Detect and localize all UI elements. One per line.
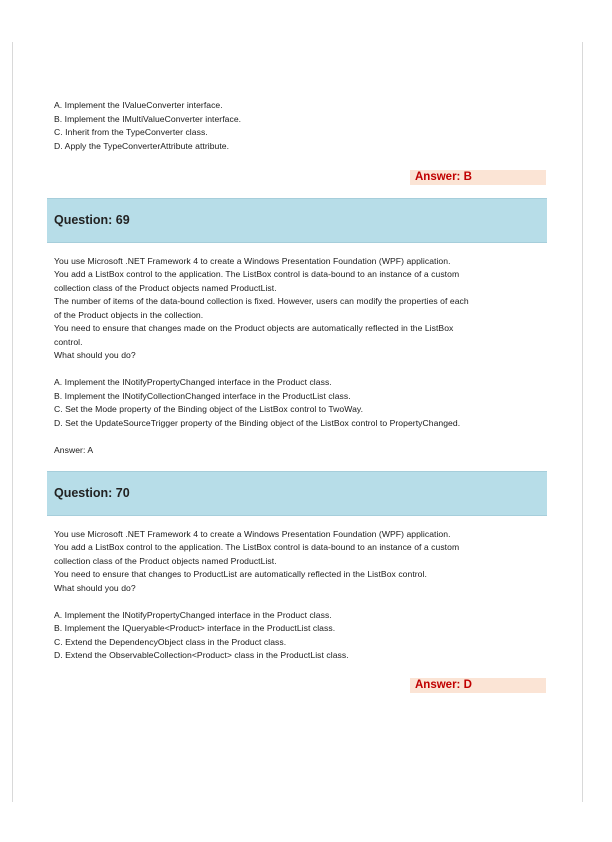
question-text-line: control. xyxy=(54,337,83,347)
question-text-line: You add a ListBox control to the application. The ListBox control is data-bound to an instance of a custom xyxy=(54,269,460,279)
option-b: B. Implement the INotifyCollectionChanged interface in the ProductList class. xyxy=(54,391,351,401)
question-header xyxy=(47,198,547,243)
option-a: A. Implement the INotifyPropertyChanged interface in the Product class. xyxy=(54,610,332,620)
answer-badge: Answer: B xyxy=(410,170,546,185)
question-text-line: What should you do? xyxy=(54,350,136,360)
option-d: D. Set the UpdateSourceTrigger property of the Binding object of the ListBox control to PropertyChanged. xyxy=(54,418,461,428)
option-c: C. Set the Mode property of the Binding object of the ListBox control to TwoWay. xyxy=(54,404,364,414)
question-text-line: collection class of the Product objects named ProductList. xyxy=(54,283,277,293)
option-d: D. Extend the ObservableCollection<Product> class in the ProductList class. xyxy=(54,650,349,660)
option-c: C. Inherit from the TypeConverter class. xyxy=(54,127,208,137)
option-b: B. Implement the IMultiValueConverter interface. xyxy=(54,114,242,124)
question-text-line: of the Product objects in the collection. xyxy=(54,310,204,320)
question-title: Question: 69 xyxy=(54,213,130,227)
option-a: A. Implement the INotifyPropertyChanged interface in the Product class. xyxy=(54,377,332,387)
question-text-line: What should you do? xyxy=(54,583,136,593)
question-text-line: You need to ensure that changes to ProductList are automatically reflected in the ListBox control. xyxy=(54,569,427,579)
question-text-line: You add a ListBox control to the application. The ListBox control is data-bound to an instance of a custom xyxy=(54,542,460,552)
answer-text: Answer: A xyxy=(54,445,94,455)
left-margin-rule xyxy=(12,42,13,802)
option-b: B. Implement the IQueryable<Product> interface in the ProductList class. xyxy=(54,623,336,633)
option-c: C. Extend the DependencyObject class in the Product class. xyxy=(54,637,287,647)
answer-badge: Answer: D xyxy=(410,678,546,693)
question-title: Question: 70 xyxy=(54,486,130,500)
question-text-line: You use Microsoft .NET Framework 4 to create a Windows Presentation Foundation (WPF) application. xyxy=(54,529,451,539)
question-header xyxy=(47,471,547,516)
option-a: A. Implement the IValueConverter interface. xyxy=(54,100,223,110)
option-d: D. Apply the TypeConverterAttribute attribute. xyxy=(54,141,230,151)
question-text-line: The number of items of the data-bound collection is fixed. However, users can modify the properties of each xyxy=(54,296,469,306)
right-margin-rule xyxy=(582,42,583,802)
question-text-line: You need to ensure that changes made on the Product objects are automatically reflected in the ListBox xyxy=(54,323,454,333)
question-text-line: collection class of the Product objects named ProductList. xyxy=(54,556,277,566)
question-text-line: You use Microsoft .NET Framework 4 to create a Windows Presentation Foundation (WPF) application. xyxy=(54,256,451,266)
